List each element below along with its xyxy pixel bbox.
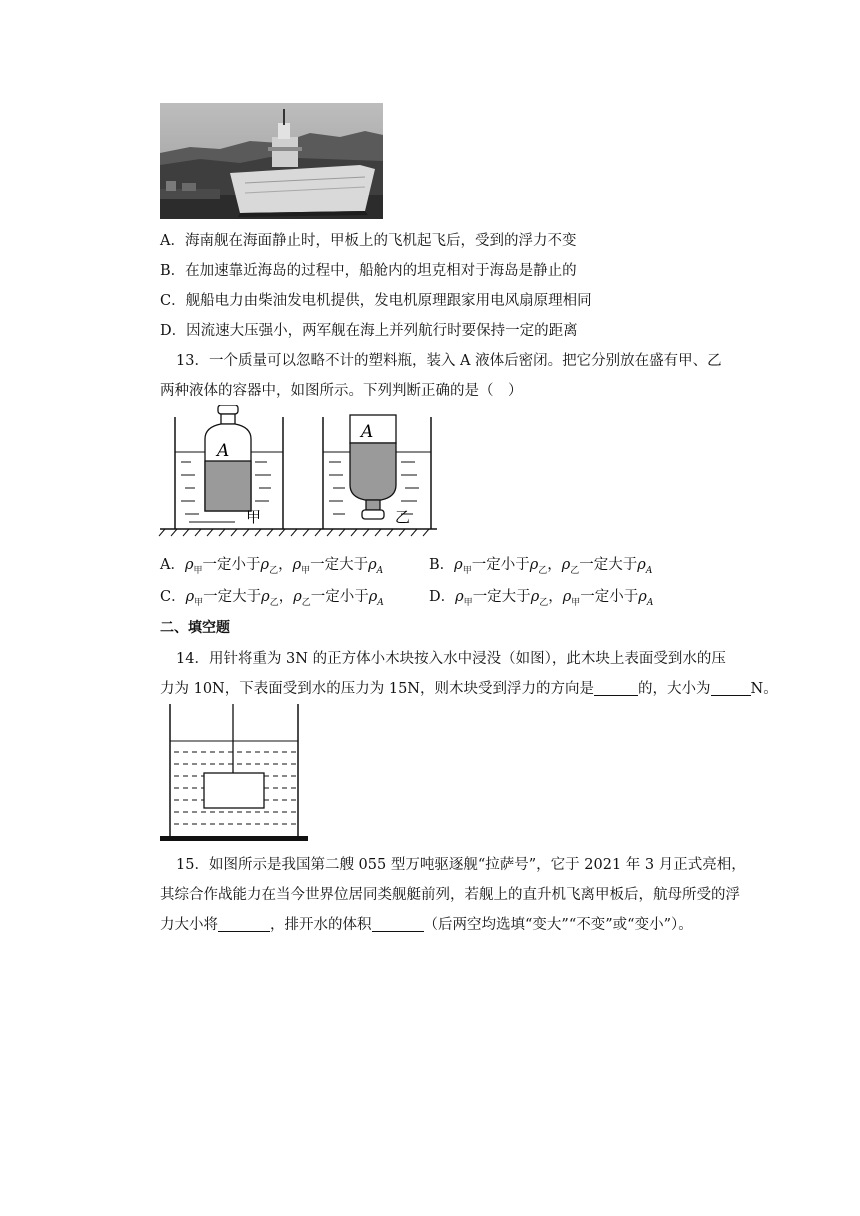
q15-blank-volume[interactable] (372, 917, 424, 932)
q13-option-c: C．$\rho_甲$一定大于$\rho_乙$，$\rho_乙$一定小于$\rho_A$ (160, 589, 384, 608)
q15-stem-line1: 15．如图所示是我国第二艘 055 型万吨驱逐舰“拉萨号”，它于 2021 年 3 月正式亮相， (176, 857, 746, 873)
q13-label-jia: 甲 (246, 508, 262, 526)
q14-blank-direction[interactable] (594, 681, 638, 696)
q12-option-b: B．在加速靠近海岛的过程中，船舱内的坦克相对于海岛是静止的 (160, 263, 577, 279)
q14-stem-line1: 14．用针将重为 3N 的正方体小木块按入水中浸没（如图），此木块上表面受到水的压 (176, 651, 726, 667)
q14-wood-block-figure (158, 703, 310, 843)
section-heading-fill-in: 二、填空题 (160, 620, 230, 636)
q12-option-d: D．因流速大压强小，两军舰在海上并列航行时要保持一定的距离 (160, 323, 578, 339)
q15-stem-line3: 力大小将 ，排开水的体积 （后两空均选填“变大”“不变”或“变小”）。 (160, 917, 693, 933)
q13-label-a2: A (361, 422, 374, 442)
q12-option-c: C．舰船电力由柴油发电机提供，发电机原理跟家用电风扇原理相同 (160, 293, 592, 309)
q13-option-d: D．$\rho_甲$一定大于$\rho_乙$，$\rho_甲$一定小于$\rho_A$ (429, 589, 654, 608)
q14-stem-line2: 力为 10N，下表面受到水的压力为 15N，则木块受到浮力的方向是 的，大小为 N。 (160, 681, 778, 697)
q13-stem-line1: 13．一个质量可以忽略不计的塑料瓶，装入 A 液体后密闭。把它分别放在盛有甲、乙 (176, 353, 722, 369)
q13-label-a1: A (217, 441, 230, 461)
q15-stem-line2: 其综合作战能力在当今世界位居同类舰艇前列，若舰上的直升机飞离甲板后，航母所受的浮 (160, 887, 740, 903)
q13-option-b: B．$\rho_甲$一定小于$\rho_乙$，$\rho_乙$一定大于$\rho_A$ (429, 557, 653, 576)
warship-photo (160, 103, 383, 219)
q13-bottles-figure (155, 405, 440, 540)
q14-blank-magnitude[interactable] (711, 681, 751, 696)
q13-option-a: A．$\rho_甲$一定小于$\rho_乙$，$\rho_甲$一定大于$\rho_A$ (160, 557, 384, 576)
q13-stem-line2: 两种液体的容器中，如图所示。下列判断正确的是（ ） (160, 383, 523, 399)
q12-option-a: A．海南舰在海面静止时，甲板上的飞机起飞后，受到的浮力不变 (160, 233, 577, 249)
q15-blank-buoyancy[interactable] (218, 917, 270, 932)
q13-label-yi: 乙 (395, 508, 411, 526)
